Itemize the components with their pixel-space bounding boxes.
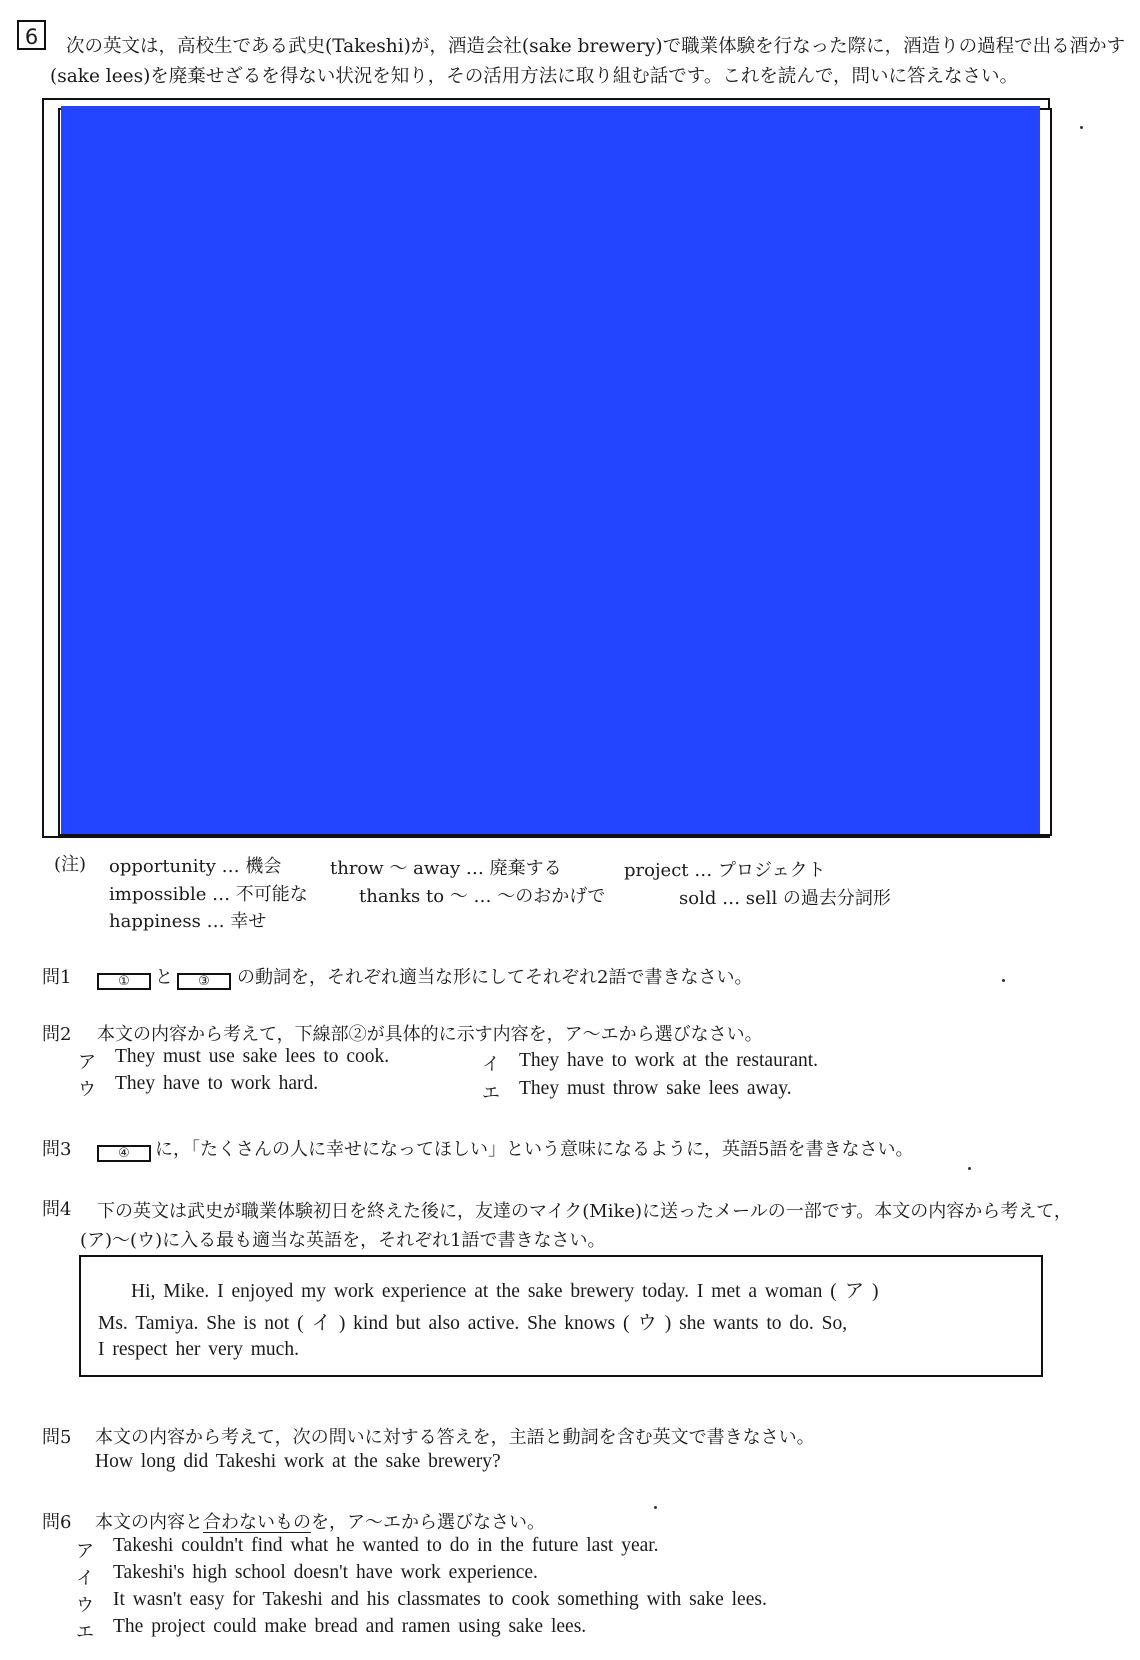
note-sold: sold … sell の過去分詞形 — [679, 888, 891, 909]
q6-text-underlined: 合わないもの — [203, 1512, 311, 1533]
mail-line-1: Hi, Mike. I enjoyed my work experience at the sake brewery today. I met a woman ( ア ) — [131, 1281, 879, 1302]
q1-line — [97, 963, 752, 989]
q1-and: と — [155, 967, 173, 988]
notes-label: (注) — [54, 854, 87, 875]
scan-speck — [1080, 126, 1083, 129]
q4-label: 問4 — [42, 1199, 72, 1220]
q3-label: 問3 — [42, 1139, 72, 1160]
q6-option-b-mark: イ — [76, 1568, 94, 1589]
mail-line-3: I respect her very much. — [98, 1339, 299, 1360]
scan-speck — [1002, 979, 1005, 982]
note-happiness: happiness … 幸せ — [109, 911, 267, 932]
q6-option-a: Takeshi couldn't find what he wanted to do in the future last year. — [113, 1535, 659, 1556]
redacted-passage — [61, 106, 1040, 834]
q3-text: に，「たくさんの人に幸せになってほしい」という意味になるように，英語5語を書きなさい。 — [155, 1139, 914, 1160]
blank-box-1: ① — [97, 973, 151, 990]
question-number: 6 — [17, 20, 46, 50]
q2-option-a: They must use sake lees to cook. — [115, 1046, 390, 1067]
q5-label: 問5 — [42, 1427, 72, 1448]
q2-option-c: They have to work hard. — [115, 1073, 319, 1094]
q1-text: の動詞を，それぞれ適当な形にしてそれぞれ2語で書きなさい。 — [237, 967, 753, 988]
q6-option-a-mark: ア — [76, 1541, 94, 1562]
q6-option-d-mark: エ — [76, 1622, 94, 1643]
scan-speck — [968, 1167, 971, 1170]
q3-line — [97, 1135, 913, 1161]
q2-label: 問2 — [42, 1024, 72, 1045]
intro-line-1: 次の英文は，高校生である武史(Takeshi)が，酒造会社(sake brewery)で職業体験を行なった際に，酒造りの過程で出る酒かす — [66, 36, 1126, 57]
q2-option-a-mark: ア — [78, 1052, 96, 1073]
q6-label: 問6 — [42, 1512, 72, 1533]
q6-option-b: Takeshi's high school doesn't have work experience. — [113, 1562, 538, 1583]
q6-option-d: The project could make bread and ramen using sake lees. — [113, 1616, 587, 1637]
q2-text: 本文の内容から考えて，下線部②が具体的に示す内容を，ア〜エから選びなさい。 — [97, 1024, 763, 1045]
intro-line-2: (sake lees)を廃棄せざるを得ない状況を知り，その活用方法に取り組む話です。これを読んで，問いに答えなさい。 — [50, 66, 1018, 87]
q6-option-c-mark: ウ — [76, 1595, 94, 1616]
q4-line-1: 下の英文は武史が職業体験初日を終えた後に，友達のマイク(Mike)に送ったメールの一部です。本文の内容から考えて， — [97, 1201, 1072, 1222]
note-throw-away: throw 〜 away … 廃棄する — [330, 858, 562, 879]
q6-text-before: 本文の内容と — [95, 1512, 203, 1533]
blank-box-3: ③ — [177, 973, 231, 990]
q2-option-c-mark: ウ — [78, 1079, 96, 1100]
blank-box-4: ④ — [97, 1145, 151, 1162]
q2-option-b-mark: イ — [482, 1054, 500, 1075]
mail-line-2: Ms. Tamiya. She is not ( イ ) kind but also active. She knows ( ウ ) she wants to do. So, — [98, 1313, 848, 1334]
scan-speck — [654, 1506, 657, 1509]
note-project: project … プロジェクト — [624, 860, 826, 881]
q6-option-c: It wasn't easy for Takeshi and his classmates to cook something with sake lees. — [113, 1589, 767, 1610]
note-impossible: impossible … 不可能な — [109, 884, 308, 905]
q2-option-d-mark: エ — [482, 1083, 500, 1104]
q5-question: How long did Takeshi work at the sake brewery? — [95, 1451, 501, 1472]
q1-label: 問1 — [42, 967, 72, 988]
q6-text-after: を，ア〜エから選びなさい。 — [311, 1512, 545, 1533]
q6-text — [95, 1508, 545, 1534]
note-thanks-to: thanks to 〜 … 〜のおかげで — [359, 886, 606, 907]
q4-line-2: (ア)〜(ウ)に入る最も適当な英語を，それぞれ1語で書きなさい。 — [80, 1230, 606, 1251]
note-opportunity: opportunity … 機会 — [109, 856, 282, 877]
q2-option-b: They have to work at the restaurant. — [519, 1050, 819, 1071]
q5-text: 本文の内容から考えて，次の問いに対する答えを，主語と動詞を含む英文で書きなさい。 — [95, 1427, 815, 1448]
q2-option-d: They must throw sake lees away. — [519, 1078, 792, 1099]
